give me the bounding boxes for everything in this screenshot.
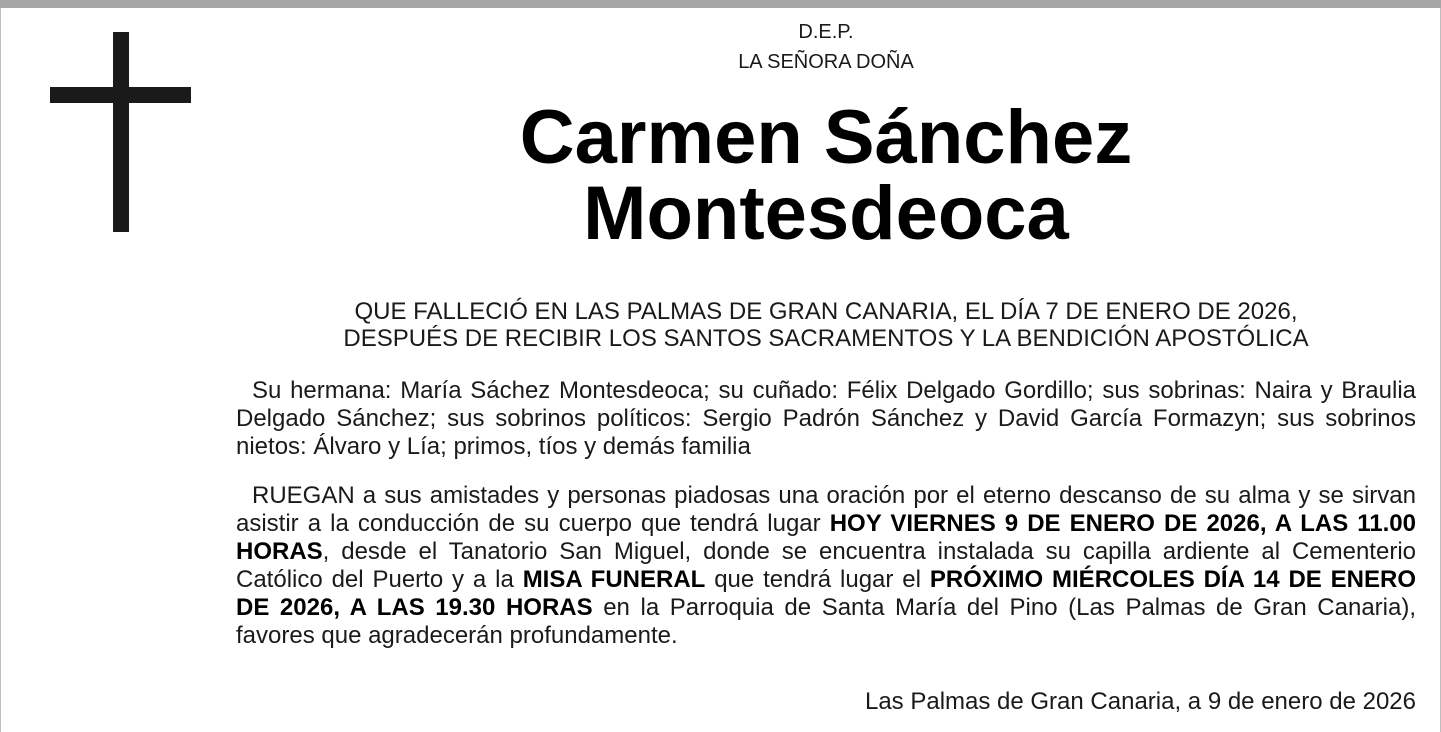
ruegan-misa-datetime: PRÓXIMO MIÉRCOLES DÍA 14 DE ENERO DE 2026, A LAS 19.30 HORAS	[236, 566, 1416, 621]
deceased-name-line2: Montesdeoca	[583, 171, 1069, 256]
left-border	[0, 8, 1, 732]
ruegan-conduction-datetime: HOY VIERNES 9 DE ENERO DE 2026, A LAS 11.00 HORAS	[236, 510, 1417, 565]
top-border-rule	[0, 0, 1441, 8]
ruegan-text-4: en la Parroquia de Santa María del Pino (Las Palmas de Gran Canaria), favores que agradecerán profundamente.	[236, 594, 1416, 649]
death-announcement-line2: DESPUÉS DE RECIBIR LOS SANTOS SACRAMENTOS Y LA BENDICIÓN APOSTÓLICA	[343, 325, 1309, 352]
ruegan-misa-funeral: MISA FUNERAL	[522, 566, 706, 593]
ruegan-paragraph	[236, 482, 1416, 650]
ruegan-text-1: RUEGAN a sus amistades y personas piadosas una oración por el eterno descanso de su alma y se sirvan asistir a la conducción de su cuerpo que tendrá lugar	[236, 482, 1416, 537]
ruegan-text-2: , desde el Tanatorio San Miguel, donde se encuentra instalada su capilla ardiente al Cementerio Católico del Puerto y a la	[236, 538, 1416, 593]
cross-vertical-bar	[113, 32, 129, 232]
deceased-name	[376, 95, 1276, 256]
dep-heading: D.E.P.	[798, 21, 854, 43]
death-announcement-line1: QUE FALLECIÓ EN LAS PALMAS DE GRAN CANARIA, EL DÍA 7 DE ENERO DE 2026,	[354, 298, 1298, 325]
ruegan-text-3: que tendrá lugar el	[705, 566, 930, 593]
family-paragraph: Su hermana: María Sáchez Montesdeoca; su cuñado: Félix Delgado Gordillo; sus sobrinas: Naira y Braulia Delgado Sánchez; sus sobrinos políticos: Sergio Padrón Sánchez y David García Formazyn; sus sobrinos nietos: Álvaro y Lía; primos, tíos y demás familia	[236, 377, 1416, 460]
honorific-heading: LA SEÑORA DOÑA	[738, 51, 914, 73]
place-date-line: Las Palmas de Gran Canaria, a 9 de enero de 2026	[864, 688, 1416, 715]
deceased-name-line1: Carmen Sánchez	[519, 95, 1133, 180]
cross-horizontal-bar	[50, 87, 191, 103]
death-announcement	[236, 298, 1416, 352]
